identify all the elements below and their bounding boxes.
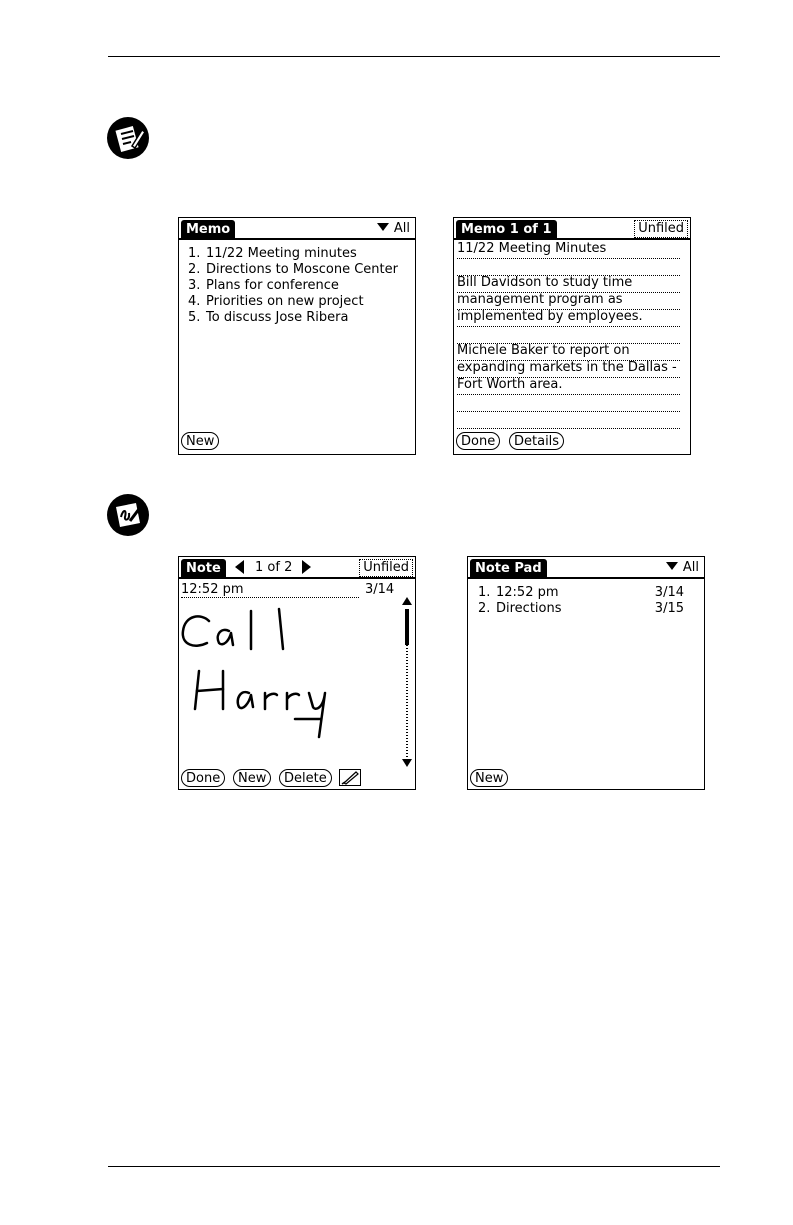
note-pad-icon: [106, 493, 150, 537]
details-button[interactable]: Details: [509, 432, 564, 450]
pen-tool-button[interactable]: [339, 769, 361, 786]
category-picker[interactable]: Unfiled: [634, 220, 688, 238]
new-button[interactable]: New: [470, 769, 508, 787]
previous-note-arrow-icon[interactable]: [235, 560, 244, 574]
list-item[interactable]: [478, 585, 684, 601]
scroll-thumb: [405, 609, 409, 645]
app-title: Note Pad: [470, 559, 547, 579]
memo-body[interactable]: [457, 242, 680, 429]
delete-button[interactable]: Delete: [279, 769, 332, 787]
next-note-arrow-icon[interactable]: [302, 560, 311, 574]
top-rule: [108, 56, 720, 57]
list-item[interactable]: [188, 294, 398, 310]
item-label: Directions: [496, 601, 562, 616]
item-label: 12:52 pm: [496, 585, 559, 600]
list-item[interactable]: [478, 601, 684, 617]
memo-list-screen: [178, 217, 416, 455]
item-label: Directions to Moscone Center: [206, 262, 398, 277]
list-item[interactable]: [188, 278, 398, 294]
item-label: Priorities on new project: [206, 294, 364, 309]
list-item[interactable]: [188, 262, 398, 278]
category-picker[interactable]: Unfiled: [359, 559, 413, 577]
done-button[interactable]: Done: [181, 769, 225, 787]
scrollbar[interactable]: [401, 597, 413, 767]
list-item[interactable]: [188, 246, 398, 262]
category-label: All: [682, 560, 699, 575]
memo-line: management program as: [457, 293, 680, 310]
memo-line: Bill Davidson to study time: [457, 276, 680, 293]
memo-detail-titlebar: [454, 218, 690, 240]
item-number: 4.: [188, 294, 201, 309]
app-title: Note: [181, 559, 226, 579]
app-title: Memo 1 of 1: [456, 220, 557, 240]
notepad-list-titlebar: [468, 557, 704, 579]
new-button[interactable]: New: [181, 432, 219, 450]
app-title: Memo: [181, 220, 235, 240]
new-button[interactable]: New: [233, 769, 271, 787]
memo-line: Fort Worth area.: [457, 378, 680, 395]
handwriting-ink: [183, 609, 325, 737]
memo-line: [457, 412, 680, 429]
memo-line: [457, 259, 680, 276]
category-label: All: [393, 221, 410, 236]
notepad-list-screen: [467, 556, 705, 790]
dropdown-triangle-icon: [377, 223, 389, 231]
dropdown-triangle-icon: [666, 562, 678, 570]
bottom-rule: [108, 1166, 720, 1167]
item-label: To discuss Jose Ribera: [206, 310, 349, 325]
item-date: 3/15: [654, 601, 684, 616]
pen-icon: [340, 770, 360, 785]
memo-line: 11/22 Meeting Minutes: [457, 242, 680, 259]
item-number: 2.: [188, 262, 201, 277]
memo-detail-screen: [453, 217, 691, 455]
memo-line: implemented by employees.: [457, 310, 680, 327]
memo-list-titlebar: [179, 218, 415, 240]
list-item[interactable]: [188, 310, 398, 326]
note-detail-screen: [178, 556, 416, 790]
item-label: Plans for conference: [206, 278, 339, 293]
handwriting-canvas[interactable]: [179, 601, 397, 751]
item-number: 1.: [478, 585, 491, 600]
item-number: 5.: [188, 310, 201, 325]
note-time: 12:52 pm: [181, 583, 359, 598]
item-date: 3/14: [654, 585, 684, 600]
note-detail-titlebar: [179, 557, 415, 579]
category-picker[interactable]: [666, 560, 699, 576]
memo-pad-icon: [106, 116, 150, 160]
page-indicator: 1 of 2: [255, 560, 293, 575]
item-label: 11/22 Meeting minutes: [206, 246, 357, 261]
memo-line: [457, 327, 680, 344]
memo-line: Michele Baker to report on: [457, 344, 680, 361]
memo-line: expanding markets in the Dallas -: [457, 361, 680, 378]
item-number: 1.: [188, 246, 201, 261]
memo-list: [188, 246, 398, 326]
item-number: 3.: [188, 278, 201, 293]
done-button[interactable]: Done: [456, 432, 500, 450]
category-picker[interactable]: [377, 221, 410, 237]
scroll-down-arrow-icon: [402, 759, 412, 767]
note-date: 3/14: [365, 582, 395, 597]
memo-line: [457, 395, 680, 412]
item-number: 2.: [478, 601, 491, 616]
scroll-up-arrow-icon: [402, 597, 412, 605]
